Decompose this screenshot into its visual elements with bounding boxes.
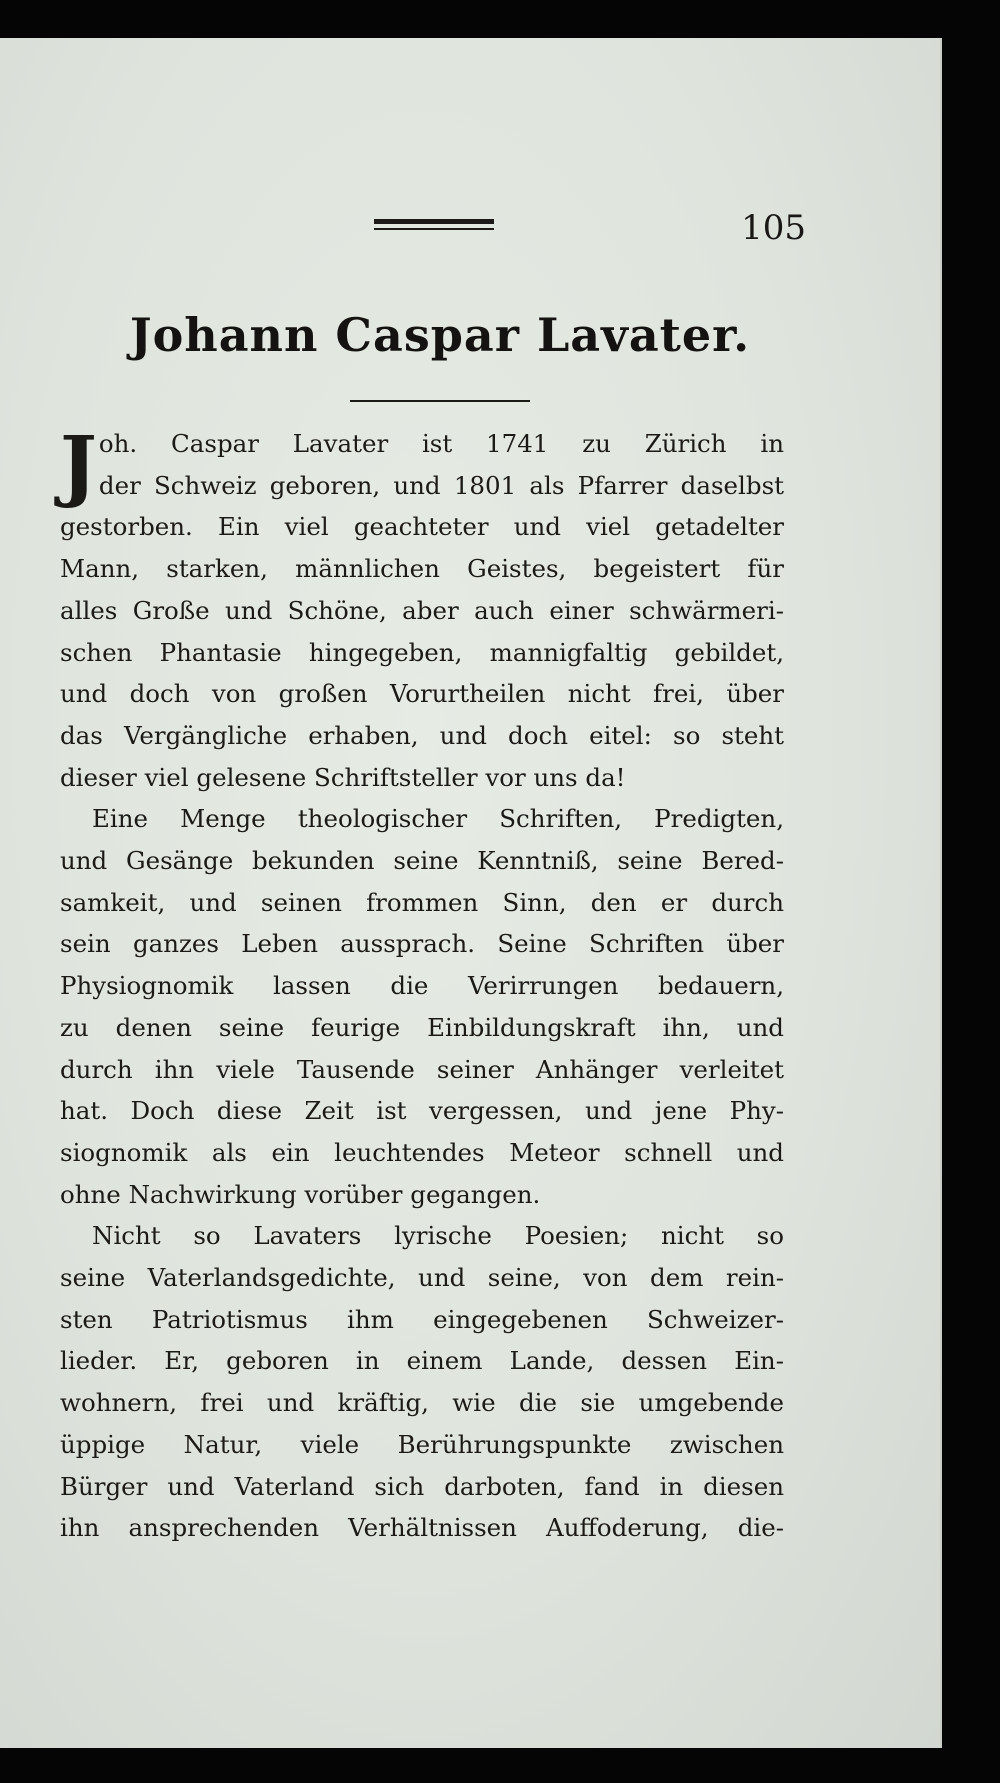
text-line: lieder. Er, geboren in einem Lande, dessen Ein- <box>60 1346 784 1376</box>
page-number: 105 <box>741 208 806 248</box>
text-line: wohnern, frei und kräftig, wie die sie umgebende <box>60 1388 784 1418</box>
text-line: sten Patriotismus ihm eingegebenen Schweizer- <box>60 1304 784 1334</box>
paragraph-3 <box>60 1215 784 1549</box>
text-line: Physiognomik lassen die Verirrungen bedauern, <box>60 971 784 1001</box>
text-line: sein ganzes Leben aussprach. Seine Schriften über <box>60 929 784 959</box>
paragraph-1 <box>60 420 784 798</box>
text-line: Nicht so Lavaters lyrische Poesien; nicht so <box>92 1221 784 1251</box>
title-rule <box>350 400 530 402</box>
header-double-rule <box>374 219 494 233</box>
text-line: Eine Menge theologischer Schriften, Predigten, <box>92 804 784 834</box>
header-rule-thin <box>374 228 494 230</box>
text-line: Mann, starken, männlichen Geistes, begeistert für <box>60 554 784 584</box>
text-line: durch ihn viele Tausende seiner Anhänger verleitet <box>60 1054 784 1084</box>
book-page <box>0 38 942 1748</box>
text-line: der Schweiz geboren, und 1801 als Pfarrer daselbst <box>98 470 784 500</box>
text-line: alles Große und Schöne, aber auch einer schwärmeri- <box>60 595 784 625</box>
header-rule-thick <box>374 219 494 224</box>
text-line: und Gesänge bekunden seine Kenntniß, seine Bered- <box>60 846 784 876</box>
text-line: zu denen seine feurige Einbildungskraft ihn, und <box>60 1012 784 1042</box>
text-line: hat. Doch diese Zeit ist vergessen, und jene Phy- <box>60 1096 784 1126</box>
text-line: seine Vaterlandsgedichte, und seine, von dem rein- <box>60 1263 784 1293</box>
text-line: ohne Nachwirkung vorüber gegangen. <box>60 1179 541 1209</box>
text-line: siognomik als ein leuchtendes Meteor schnell und <box>60 1137 784 1167</box>
text-line: das Vergängliche erhaben, und doch eitel: so steht <box>60 720 784 750</box>
text-line: Joh. Caspar Lavater ist 1741 zu Zürich in <box>60 420 784 511</box>
text-line: samkeit, und seinen frommen Sinn, den er durch <box>60 887 784 917</box>
body-text <box>60 420 784 1549</box>
drop-cap: J <box>60 420 97 511</box>
chapter-title: Johann Caspar Lavater. <box>129 308 751 362</box>
paragraph-2 <box>60 798 784 1215</box>
text-line: und doch von großen Vorurtheilen nicht frei, über <box>60 679 784 709</box>
text-line: gestorben. Ein viel geachteter und viel getadelter <box>60 512 784 542</box>
text-line: Bürger und Vaterland sich darboten, fand in diesen <box>60 1471 784 1501</box>
text-line: schen Phantasie hingegeben, mannigfaltig gebildet, <box>60 637 784 667</box>
text-line: üppige Natur, viele Berührungspunkte zwischen <box>60 1429 784 1459</box>
text-line: ihn ansprechenden Verhältnissen Auffoderung, die- <box>60 1513 784 1543</box>
text-line: dieser viel gelesene Schriftsteller vor uns da! <box>60 762 626 792</box>
